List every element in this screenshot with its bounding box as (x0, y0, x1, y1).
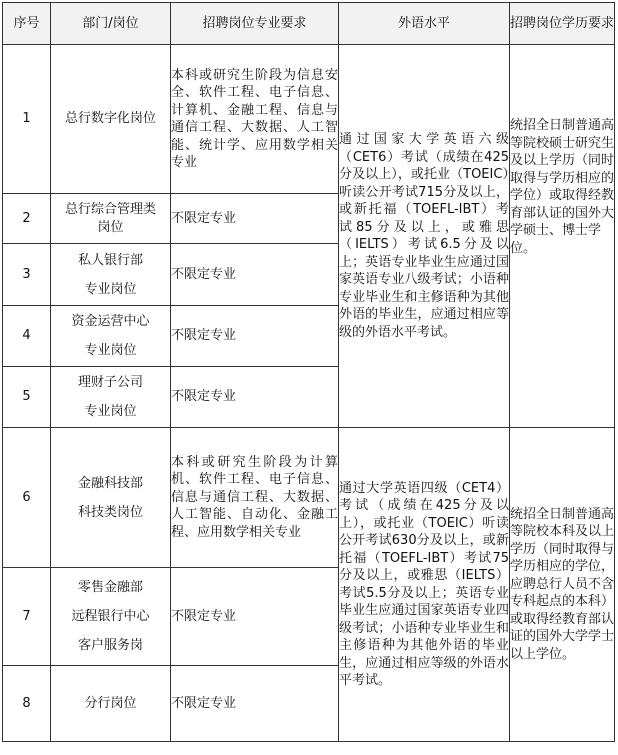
department-line: 专业岗位 (84, 404, 137, 419)
row-department (51, 306, 171, 367)
header-major: 招聘岗位专业要求 (171, 3, 339, 45)
row-major: 不限定专业 (171, 194, 339, 244)
department-line: 总行综合管理类 (64, 202, 156, 217)
row-department (51, 367, 171, 428)
department-line: 分行岗位 (84, 695, 137, 711)
row-index: 5 (3, 367, 51, 428)
row-department (51, 45, 171, 194)
education-requirement: 统招全日制普通高等院校本科及以上学历（同时取得与学历相应的学位，应聘总行人员不含专科起点的本科）或取得经教育部认证的国外大学学士以上学位。 (510, 428, 615, 742)
department-line: 专业岗位 (84, 343, 137, 358)
row-department (51, 666, 171, 742)
department-line: 专业岗位 (84, 281, 137, 297)
department-line: 金融科技部 (77, 475, 143, 491)
department-line: 岗位 (97, 219, 124, 235)
department-line: 科技类岗位 (77, 504, 143, 520)
row-index: 2 (3, 194, 51, 244)
table-row (3, 45, 615, 194)
row-department (51, 194, 171, 244)
row-department (51, 244, 171, 306)
header-language: 外语水平 (339, 3, 510, 45)
language-requirement: 通过国家大学英语六级（CET6）考试（成绩在425分及以上），或托业（TOEIC）听读公开考试715分及以上，或新托福（TOEFL-IBT）考试85分及以上，或雅思（IELTS）考试6.5分及以上；英语专业毕业生应通过国家英语专业八级考试；小语种专业毕业生和主修语种为其他外语的毕业生，应通过相应等级的外语水平考试。 (339, 45, 510, 428)
header-education: 招聘岗位学历要求 (510, 3, 615, 45)
department-line: 私人银行部 (77, 252, 143, 268)
row-major: 不限定专业 (171, 367, 339, 428)
row-department (51, 568, 171, 666)
row-index: 1 (3, 45, 51, 194)
language-requirement: 通过大学英语四级（CET4）考试（成绩在425分及以上），或托业（TOEIC）听读公开考试630分及以上，或新托福（TOEFL-IBT）考试75分及以上，或雅思（IELTS）考试5.5分及以上；英语专业毕业生应通过国家英语专业四级考试；小语种专业毕业生和主修语种为其他外语的毕业生，应通过相应等级的外语水平考试。 (339, 428, 510, 742)
recruitment-requirements-table (2, 2, 615, 742)
row-index: 3 (3, 244, 51, 306)
row-major: 本科或研究生阶段为信息安全、软件工程、电子信息、计算机、金融工程、信息与通信工程、大数据、人工智能、统计学、应用数学相关专业 (171, 45, 339, 194)
row-department (51, 428, 171, 568)
row-major: 本科或研究生阶段为计算机、软件工程、电子信息、信息与通信工程、大数据、人工智能、自动化、金融工程、应用数学相关专业 (171, 428, 339, 568)
row-index: 8 (3, 666, 51, 742)
table-row (3, 428, 615, 568)
row-index: 7 (3, 568, 51, 666)
department-line: 理财子公司 (77, 375, 143, 390)
row-major: 不限定专业 (171, 568, 339, 666)
row-index: 4 (3, 306, 51, 367)
row-major: 不限定专业 (171, 306, 339, 367)
education-requirement: 统招全日制普通高等院校硕士研究生及以上学历（同时取得与学历相应的学位）或取得经教育部认证的国外大学硕士、博士学位。 (510, 45, 615, 428)
row-index: 6 (3, 428, 51, 568)
row-major: 不限定专业 (171, 666, 339, 742)
department-line: 总行数字化岗位 (64, 111, 156, 127)
department-line: 远程银行中心 (71, 609, 150, 624)
department-line: 客户服务岗 (77, 638, 143, 653)
header-department: 部门/岗位 (51, 3, 171, 45)
header-index: 序号 (3, 3, 51, 45)
department-line: 资金运营中心 (71, 314, 150, 329)
department-line: 零售金融部 (77, 580, 143, 595)
header-row (3, 3, 615, 45)
row-major: 不限定专业 (171, 244, 339, 306)
